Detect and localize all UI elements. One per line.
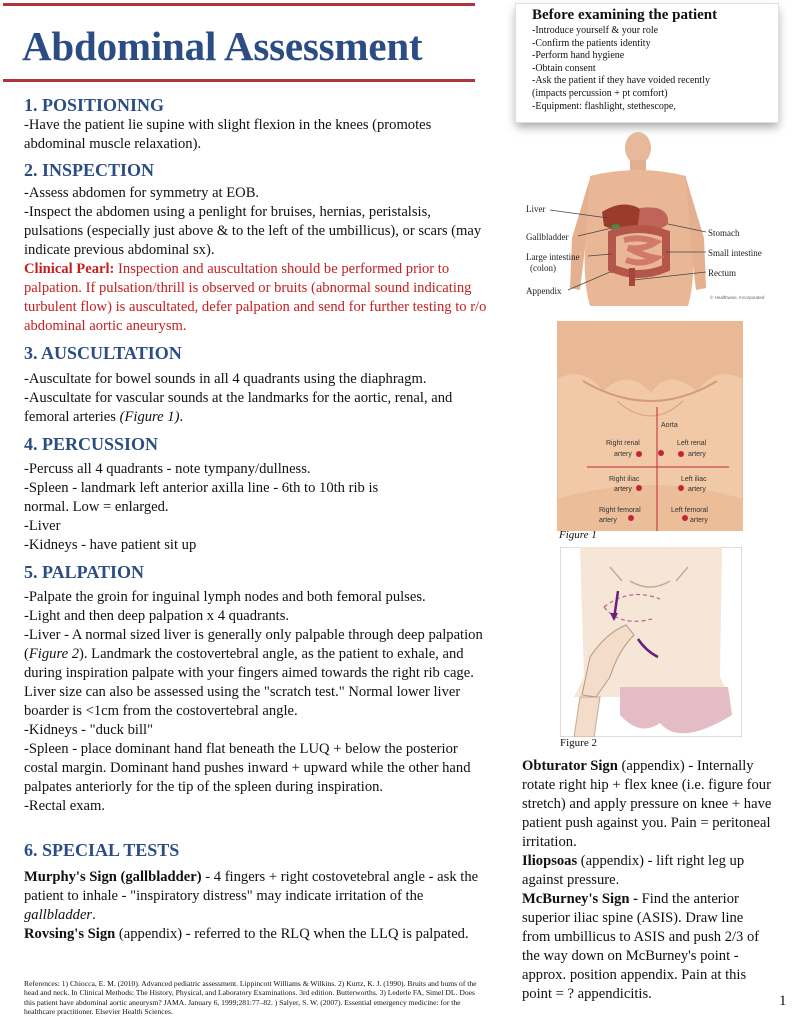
clinical-pearl — [24, 260, 492, 336]
inspection-line: -Assess abdomen for symmetry at EOB. — [24, 185, 260, 201]
positioning-heading: 1. POSITIONING — [24, 95, 165, 115]
murphy-sign — [24, 868, 492, 925]
liver-text: -Liver - A normal sized liver is generally only palpable through deep palpation ( — [24, 627, 483, 662]
mcburney-text: Find the anterior superior iliac spine (ASIS). Draw line from umbillicus to ASIS and push 2/3 of the way down on McBurney's point - approx. position appendix. Pain at this point = ? appendicitis. — [522, 891, 760, 1002]
palpation-liver — [24, 626, 492, 721]
iliopsoas-sign — [522, 852, 774, 890]
before-exam-item: -Ask the patient if they have voided recently — [532, 75, 710, 87]
rovsing-sign — [24, 925, 492, 944]
positioning-text: -Have the patient lie supine with slight flexion in the knees (promotes abdominal muscle relaxation). — [24, 117, 432, 152]
murphy-italic: gallbladder — [24, 907, 93, 923]
palpation-heading: 5. PALPATION — [24, 562, 144, 582]
label-right-femoral: Right femoral — [599, 507, 641, 514]
section-palpation — [24, 561, 492, 816]
label-left-femoral-2: artery — [690, 517, 708, 524]
period: . — [92, 907, 96, 923]
palpation-line: -Kidneys - "duck bill" — [24, 722, 154, 738]
auscultation-text: -Auscultate for vascular sounds at the landmarks for the aortic, renal, and femoral arteries — [24, 390, 453, 425]
label-rectum: Rectum — [708, 268, 736, 278]
label-left-iliac-2: artery — [688, 486, 706, 493]
palpation-line: -Light and then deep palpation x 4 quadrants. — [24, 608, 290, 624]
percussion-line: -Liver — [24, 518, 61, 534]
label-right-renal: Right renal — [606, 440, 640, 447]
page-number: 1 — [779, 993, 787, 1009]
clinical-pearl-label: Clinical Pearl: — [24, 261, 115, 277]
figure-1-ref: (Figure 1) — [119, 409, 180, 425]
figure-2-ref: Figure 2 — [28, 646, 79, 662]
label-large-intestine: Large intestine — [526, 252, 580, 262]
label-left-renal-2: artery — [688, 451, 706, 458]
references: References: 1) Chiocca, E. M. (2010). Advanced pediatric assessment. Lippincott Williams & Wilkins. 2) Kurtz, K. J. (1990). Bruits and hums of the head and neck. In Clinical Methods: The History, Physical, and Laboratory Examinations. 3rd edition. Butterworths. 3) Lederle FA, Simel DL. Does this patient have abdominal aortic aneurysm? JAMA. January 6, 1999;281:77–82. ) Salyer, S. W. (2007). Essential emergency medicine: for the healthcare practitioner. Elsevier Health Sciences. — [24, 979, 477, 1016]
rovsing-name: Rovsing's Sign — [24, 926, 116, 942]
clinical-pearl-text: Inspection and auscultation should be performed prior to palpation. If pulsation/thrill is observed or bruits (abnormal sound indicating turbulent flow) is auscultated, defer palpation and send for further testing to r/o abdominal aortic aneurysm. — [24, 261, 487, 334]
label-right-femoral-2: artery — [599, 517, 617, 524]
label-stomach: Stomach — [708, 228, 740, 238]
before-exam-item: -Introduce yourself & your role — [532, 25, 659, 36]
before-exam-item: -Obtain consent — [532, 62, 596, 74]
label-gallbladder: Gallbladder — [526, 232, 569, 242]
label-aorta: Aorta — [661, 422, 678, 429]
inspection-line: -Inspect the abdomen using a penlight for bruises, hernias, peristalsis, pulsations (especially just above & to the left of the umbillicus), or scars (may indicate previous abdominal sx). — [24, 204, 482, 258]
percussion-heading: 4. PERCUSSION — [24, 434, 159, 454]
percussion-line: -Spleen - landmark left anterior axilla line - 6th to 10th rib is normal. Low = enlarged. — [24, 480, 379, 515]
palpation-line: -Spleen - place dominant hand flat beneath the LUQ + below the posterior costal margin. Dominant hand pushes inward + upward while the other hand palpates anteriorly for the tip of the spleen during inspiration. — [24, 741, 471, 795]
before-exam-item: (impacts percussion + pt comfort) — [532, 87, 668, 99]
percussion-line: -Kidneys - have patient sit up — [24, 537, 197, 553]
liver-text-cont: ). Landmark the costovertebral angle, as the patient to exhale, and during inspiration palpate with your fingers aimed towards the right rib cage. Liver size can also be assessed using the "scratch test." Normal lower liver boarder is <1cm from the costovertebral angle. — [24, 646, 474, 719]
mcburney-sign — [522, 890, 774, 1004]
obturator-text: (appendix) - Internally rotate right hip + flex knee (i.e. figure four stretch) and apply pressure on knee + have patient push against you. Pain = peritoneal irritation. — [522, 758, 772, 850]
section-percussion — [24, 433, 492, 555]
label-right-renal-2: artery — [614, 451, 632, 458]
label-colon: (colon) — [530, 263, 556, 273]
obturator-name: Obturator Sign — [522, 758, 618, 774]
label-liver: Liver — [526, 204, 546, 214]
label-left-iliac: Left iliac — [681, 476, 707, 483]
section-positioning — [24, 94, 492, 154]
before-exam-heading: Before examining the patient — [532, 7, 718, 23]
label-left-femoral: Left femoral — [671, 507, 708, 514]
rovsing-text: (appendix) - referred to the RLQ when the LLQ is palpated. — [115, 926, 469, 942]
before-exam-item: -Equipment: flashlight, stethescope, — [532, 100, 676, 112]
palpation-line: -Palpate the groin for inguinal lymph nodes and both femoral pulses. — [24, 589, 426, 605]
iliopsoas-name: Iliopsoas — [522, 853, 578, 869]
right-column-tests — [522, 757, 774, 1004]
title-underline — [3, 79, 475, 82]
murphy-text: - 4 fingers + right costovetebral angle - ask the patient to inhale - "inspiratory distress" may indicate irritation of the — [24, 869, 479, 904]
murphy-name: Murphy's Sign (gallbladder) — [24, 869, 202, 885]
figure-1-illustration — [557, 321, 743, 531]
page-title: Abdominal Assessment — [22, 23, 423, 69]
figure-1-caption: Figure 1 — [559, 529, 597, 541]
before-exam-item: -Confirm the patients identity — [532, 37, 651, 49]
label-appendix: Appendix — [526, 286, 562, 296]
label-left-renal: Left renal — [677, 440, 707, 447]
palpation-line: -Rectal exam. — [24, 798, 106, 814]
obturator-sign — [522, 757, 774, 852]
period: . — [179, 409, 184, 425]
top-rule — [3, 3, 475, 6]
special-tests-heading: 6. SPECIAL TESTS — [24, 840, 180, 860]
label-small-intestine: Small intestine — [708, 248, 762, 258]
mcburney-name: McBurney's Sign - — [522, 891, 638, 907]
inspection-heading: 2. INSPECTION — [24, 160, 155, 180]
label-right-iliac: Right iliac — [609, 476, 640, 483]
auscultation-heading: 3. AUSCULTATION — [24, 343, 182, 363]
section-special-tests — [24, 839, 492, 944]
iliopsoas-text: (appendix) - lift right leg up against pressure. — [522, 853, 745, 888]
label-right-iliac-2: artery — [614, 486, 632, 493]
anatomy-illustration — [520, 128, 782, 306]
percussion-line: -Percuss all 4 quadrants - note tympany/dullness. — [24, 461, 311, 477]
section-inspection — [24, 159, 492, 336]
auscultation-line — [24, 389, 492, 427]
label-credit: © Healthwise, Incorporated — [710, 295, 765, 300]
figure-2-caption: Figure 2 — [560, 737, 597, 749]
before-exam-box — [516, 4, 778, 122]
before-exam-item: -Perform hand hygiene — [532, 50, 625, 62]
figure-2-illustration — [560, 547, 742, 737]
auscultation-line: -Auscultate for bowel sounds in all 4 quadrants using the diaphragm. — [24, 371, 427, 387]
section-auscultation — [24, 342, 492, 427]
